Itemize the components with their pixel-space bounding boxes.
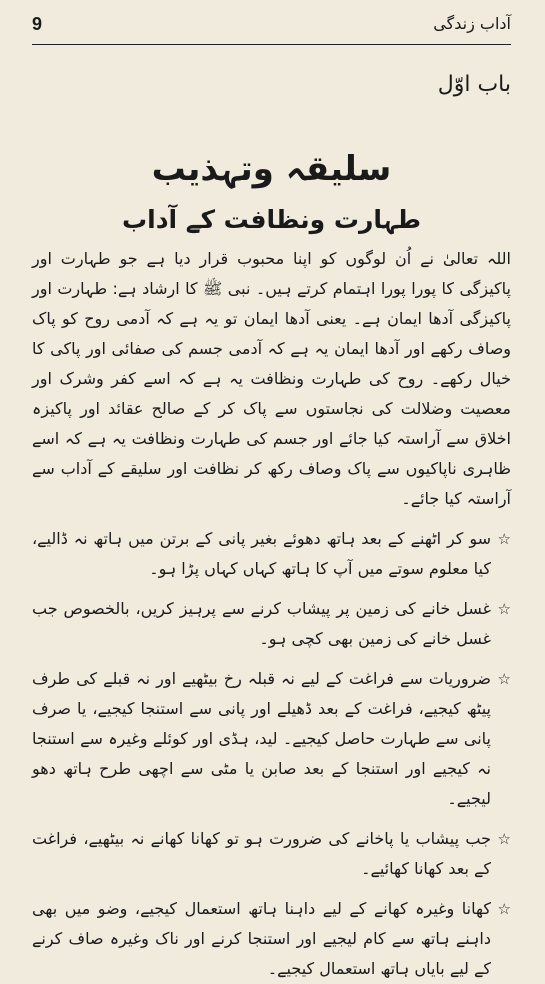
list-item <box>32 894 511 984</box>
star-bullet-icon: ☆ <box>497 600 511 618</box>
star-bullet-icon: ☆ <box>497 670 511 688</box>
chapter-label: باب اوّل <box>437 72 511 97</box>
main-title: سلیقہ وتہذیب <box>151 149 392 189</box>
star-bullet-icon: ☆ <box>497 900 511 918</box>
intro-paragraph: اللہ تعالیٰ نے اُن لوگوں کو اپنا محبوب قرار دیا ہے جو طہارت اور پاکیزگی کا پورا پورا اہتمام کرتے ہیں۔ نبی ﷺ کا ارشاد ہے: طہارت اور پاکیزگی آدھا ایمان ہے۔ یعنی آدھا ایمان تو یہ ہے کہ آدمی روح کو پاک وصاف رکھے اور آدھا ایمان یہ ہے کہ آدمی جسم کی صفائی اور پاکی کا خیال رکھے۔ روح کی طہارت ونظافت یہ ہے کہ اسے کفر وشرک اور معصیت وضلالت کی نجاستوں سے پاک کر کے صالح عقائد اور پاکیزہ اخلاق سے آراستہ کیا جائے اور جسم کی طہارت ونظافت یہ ہے کہ اسے ظاہری ناپاکیوں سے پاک وصاف رکھ کر نظافت اور سلیقے کے آداب سے آراستہ کیا جائے۔ <box>32 249 511 508</box>
star-bullet-icon: ☆ <box>497 830 511 848</box>
list-item <box>32 594 511 654</box>
header-rule <box>32 44 511 45</box>
list-item-text: غسل خانے کی زمین پر پیشاب کرنے سے پرہیز کریں، بالخصوص جب غسل خانے کی زمین بھی کچی ہو۔ <box>32 599 491 648</box>
list-item-text: کھانا وغیرہ کھانے کے لیے داہنا ہاتھ استعمال کیجیے، وضو میں بھی داہنے ہاتھ سے کام لیجیے اور استنجا کرنے اور ناک وغیرہ صاف کرنے کے لیے بایاں ہاتھ استعمال کیجیے۔ <box>32 899 491 978</box>
page-header <box>32 14 511 44</box>
list-item-text: جب پیشاب یا پاخانے کی ضرورت ہو تو کھانا کھانے نہ بیٹھیے، فراغت کے بعد کھانا کھائیے۔ <box>32 829 491 878</box>
star-bullet-icon: ☆ <box>497 530 511 548</box>
body-text <box>32 244 511 984</box>
page-number: 9 <box>32 14 43 34</box>
list-item-text: ضروریات سے فراغت کے لیے نہ قبلہ رخ بیٹھیے اور نہ قبلے کی طرف پیٹھ کیجیے، فراغت کے بعد ڈھیلے اور پانی سے استنجا کیجیے، یا صرف پانی سے طہارت حاصل کیجیے۔ لید، ہڈی اور کوئلے وغیرہ سے استنجا نہ کیجیے اور استنجا کے بعد صابن یا مٹی سے اچھی طرح ہاتھ دھو لیجیے۔ <box>32 669 491 808</box>
section-title: طہارت ونظافت کے آداب <box>122 205 421 234</box>
list-item <box>32 524 511 584</box>
running-title: آداب زندگی <box>433 14 511 33</box>
list-item-text: سو کر اٹھنے کے بعد ہاتھ دھوئے بغیر پانی کے برتن میں ہاتھ نہ ڈالیے، کیا معلوم سوتے میں آپ کا ہاتھ کہاں کہاں پڑا ہو۔ <box>32 529 491 578</box>
list-item <box>32 824 511 884</box>
list-item <box>32 664 511 814</box>
